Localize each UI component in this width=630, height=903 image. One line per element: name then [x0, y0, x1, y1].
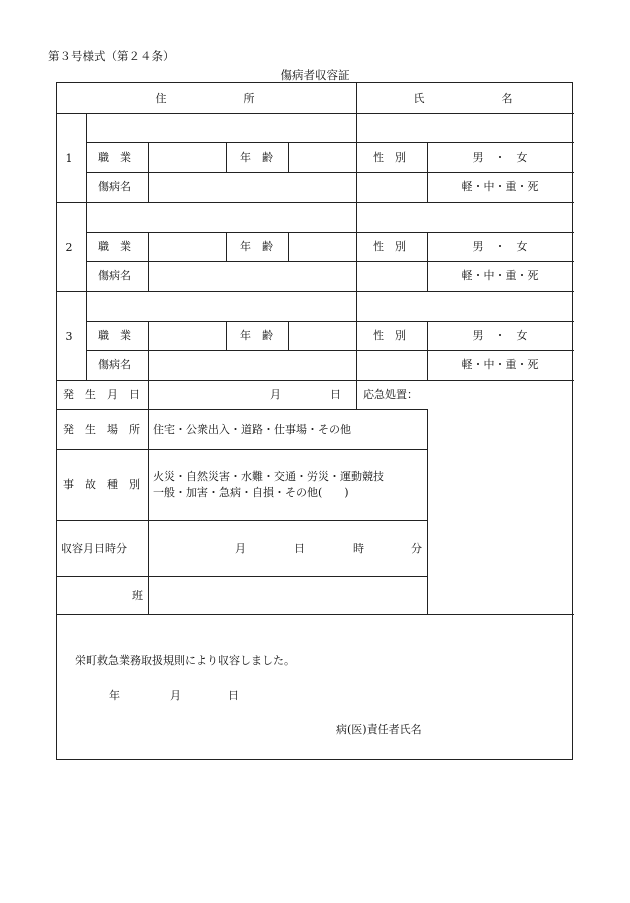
- row-line: [57, 520, 427, 521]
- col-line: [356, 380, 357, 409]
- row-line: [86, 350, 574, 351]
- accident-type-options: 一般・加害・急病・自損・その他( ): [153, 486, 349, 499]
- form-number: 第３号様式（第２４条）: [48, 49, 175, 63]
- row-line: [57, 380, 574, 381]
- row-line: [57, 291, 574, 292]
- col-line: [148, 321, 149, 350]
- responsible-person-label: 病(医)責任者氏名: [336, 723, 422, 736]
- admission-minute: 分: [411, 542, 422, 555]
- accident-type-label: 事 故 種 別: [63, 478, 140, 491]
- age-label: 年 齢: [240, 240, 273, 253]
- sex-label: 性 別: [373, 240, 406, 253]
- col-line: [86, 113, 87, 380]
- sex-options: 男 ・ 女: [472, 329, 528, 342]
- row-line: [57, 409, 427, 410]
- row-line: [57, 614, 574, 615]
- patient-number: 2: [65, 241, 73, 254]
- col-line: [427, 232, 428, 291]
- admission-hour: 時: [353, 542, 364, 555]
- row-line: [57, 576, 427, 577]
- row-line: [86, 142, 574, 143]
- certification-day: 日: [228, 689, 239, 702]
- certification-statement: 栄町救急業務取扱規則により収容しました。: [75, 654, 295, 667]
- col-line: [427, 142, 428, 202]
- occurrence-month: 月: [270, 388, 281, 401]
- injury-label: 傷病名: [98, 269, 131, 282]
- admission-datetime-label: 収容月日時分: [61, 542, 127, 555]
- certification-year: 年: [109, 689, 120, 702]
- occurrence-date-label: 発 生 月 日: [63, 388, 140, 401]
- severity-options: 軽・中・重・死: [461, 180, 539, 193]
- col-line: [148, 172, 149, 202]
- row-line: [57, 449, 427, 450]
- injury-label: 傷病名: [98, 358, 131, 371]
- col-line: [427, 321, 428, 380]
- row-line: [57, 113, 574, 114]
- form-title: 傷病者収容証: [280, 68, 350, 82]
- col-line: [288, 232, 289, 261]
- sex-label: 性 別: [373, 151, 406, 164]
- row-line: [86, 172, 574, 173]
- patient-number: 3: [65, 330, 73, 343]
- col-line: [288, 142, 289, 172]
- team-label: 班: [132, 589, 143, 602]
- place-options: 住宅・公衆出入・道路・仕事場・その他: [153, 423, 351, 436]
- severity-options: 軽・中・重・死: [461, 269, 539, 282]
- sex-label: 性 別: [373, 329, 406, 342]
- col-line: [226, 321, 227, 350]
- address-column-header: 住 所: [155, 92, 255, 105]
- occurrence-place-label: 発 生 場 所: [63, 423, 140, 436]
- col-line: [148, 142, 149, 172]
- col-line: [356, 202, 357, 291]
- col-line: [427, 409, 428, 614]
- certificate-table: [56, 82, 573, 760]
- sex-options: 男 ・ 女: [472, 240, 528, 253]
- injury-label: 傷病名: [98, 180, 131, 193]
- name-column-header: 氏 名: [413, 92, 513, 105]
- first-aid-label: 応急処置：: [363, 388, 418, 401]
- row-line: [86, 261, 574, 262]
- row-line: [57, 202, 574, 203]
- occupation-label: 職 業: [98, 151, 131, 164]
- sex-options: 男 ・ 女: [472, 151, 528, 164]
- accident-type-options: 火災・自然災害・水難・交通・労災・運動競技: [153, 470, 384, 483]
- row-line: [86, 232, 574, 233]
- col-line: [356, 291, 357, 380]
- occurrence-day: 日: [330, 388, 341, 401]
- col-line: [148, 380, 149, 614]
- row-line: [86, 321, 574, 322]
- col-line: [226, 142, 227, 172]
- occupation-label: 職 業: [98, 329, 131, 342]
- col-line: [148, 232, 149, 261]
- col-line: [288, 321, 289, 350]
- patient-number: 1: [65, 152, 73, 165]
- age-label: 年 齢: [240, 329, 273, 342]
- age-label: 年 齢: [240, 151, 273, 164]
- admission-month: 月: [235, 542, 246, 555]
- col-line: [148, 261, 149, 291]
- occupation-label: 職 業: [98, 240, 131, 253]
- certification-month: 月: [170, 689, 181, 702]
- col-line: [148, 350, 149, 380]
- admission-day: 日: [294, 542, 305, 555]
- severity-options: 軽・中・重・死: [461, 358, 539, 371]
- col-line: [356, 83, 357, 202]
- col-line: [226, 232, 227, 261]
